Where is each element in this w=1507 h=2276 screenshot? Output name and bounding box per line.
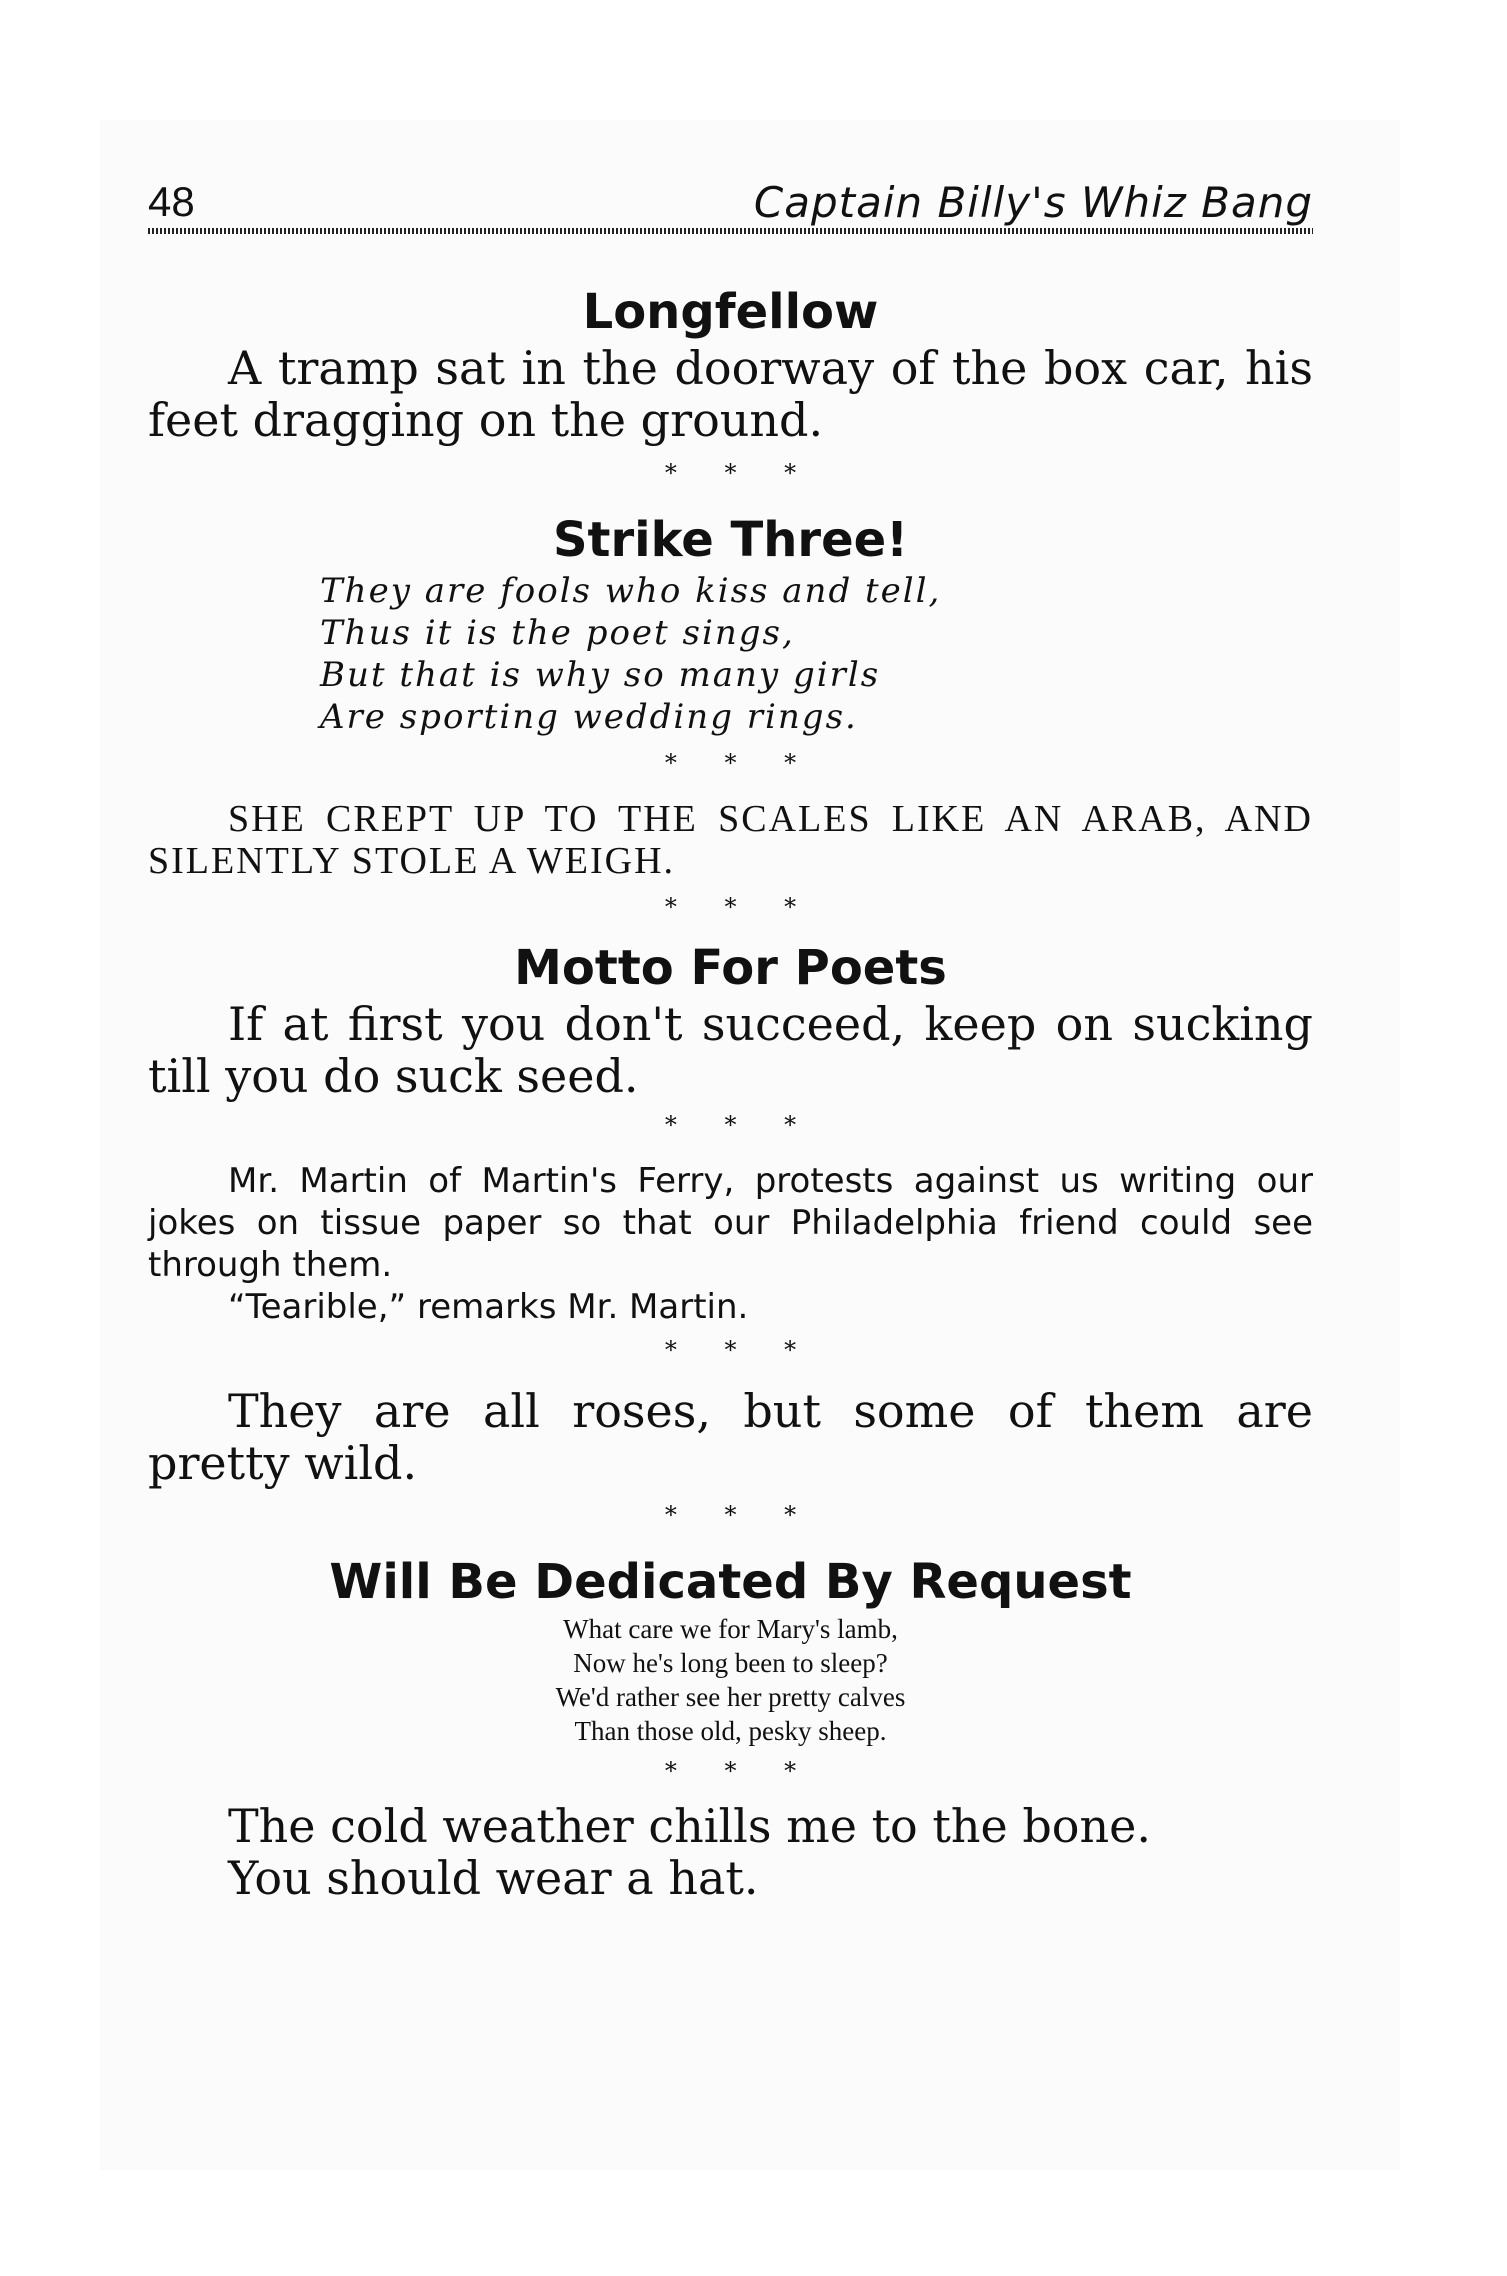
- poem-line: But that is why so many girls: [320, 655, 881, 695]
- joke-longfellow: [148, 282, 1313, 446]
- text-roses: They are all roses, but some of them are pretty wild.: [148, 1384, 1313, 1490]
- header-rule: [148, 228, 1313, 234]
- separator-6: * * *: [664, 1501, 797, 1529]
- poem-dedicated: [148, 1612, 1313, 1748]
- poem-line: We'd rather see her pretty calves: [555, 1682, 906, 1712]
- poem-strike-three: [320, 570, 1313, 738]
- joke-dedicated: [148, 1552, 1313, 1748]
- poem-line: Are sporting wedding rings.: [320, 697, 858, 737]
- separator-7: * * *: [664, 1757, 797, 1785]
- heading-dedicated: Will Be Dedicated By Request: [329, 1554, 1132, 1610]
- poem-line: They are fools who kiss and tell,: [320, 571, 942, 611]
- joke-strike-three: [148, 510, 1313, 738]
- poem-line: Thus it is the poet sings,: [320, 613, 795, 653]
- separator-5: * * *: [664, 1336, 797, 1364]
- separator-2: * * *: [664, 749, 797, 777]
- page-number: 48: [148, 178, 195, 225]
- text-cold-2: You should wear a hat.: [228, 1851, 759, 1905]
- separator-4: * * *: [664, 1111, 797, 1139]
- text-motto: If at first you don't succeed, keep on sucking till you do suck seed.: [148, 997, 1313, 1103]
- text-martin-quote: “Tearible,” remarks Mr. Martin.: [228, 1287, 749, 1327]
- separator-1: * * *: [664, 459, 797, 487]
- joke-motto: [148, 938, 1313, 1102]
- poem-line: What care we for Mary's lamb,: [563, 1614, 898, 1644]
- text-cold-1: The cold weather chills me to the bone.: [228, 1799, 1151, 1853]
- text-longfellow: A tramp sat in the doorway of the box car, his feet dragging on the ground.: [148, 341, 1313, 447]
- joke-martin: [148, 1160, 1313, 1328]
- poem-line: Now he's long been to sleep?: [573, 1648, 888, 1678]
- heading-motto: Motto For Poets: [514, 940, 947, 996]
- poem-line: Than those old, pesky sheep.: [574, 1716, 887, 1746]
- text-scales-joke: SHE CREPT UP TO THE SCALES LIKE AN ARAB, AND SILENTLY STOLE A WEIGH.: [148, 798, 1313, 882]
- text-martin: Mr. Martin of Martin's Ferry, protests against us writing our jokes on tissue paper so that our Philadelphia friend could see through them.: [148, 1161, 1313, 1285]
- separator-3: * * *: [664, 893, 797, 921]
- running-title: Captain Billy's Whiz Bang: [753, 178, 1313, 227]
- heading-longfellow: Longfellow: [582, 284, 879, 340]
- joke-cold: [148, 1800, 1313, 1904]
- heading-strike-three: Strike Three!: [552, 512, 909, 568]
